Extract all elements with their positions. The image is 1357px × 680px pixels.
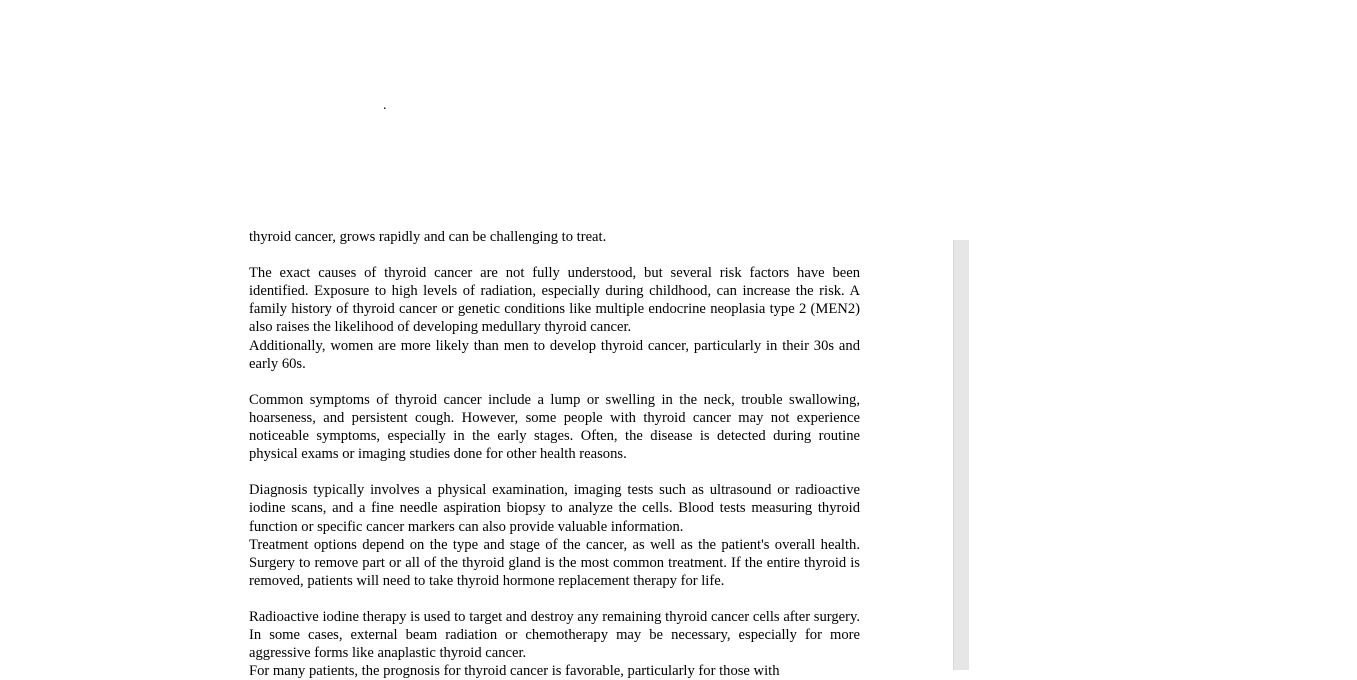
paragraph: For many patients, the prognosis for thyroid cancer is favorable, particularly for those with xyxy=(249,663,780,680)
document-body xyxy=(249,228,860,680)
document-viewport xyxy=(0,229,1357,680)
paragraph: Treatment options depend on the type and stage of the cancer, as well as the patient's overall health. Surgery to remove part or all of the thyroid gland is the most common treatment. If the entire thyroid is removed, patients will need to take thyroid hormone replacement therapy for life. xyxy=(249,536,860,589)
paragraph: The exact causes of thyroid cancer are not fully understood, but several risk factors have been identified. Exposure to high levels of radiation, especially during childhood, can increase the risk. A family history of thyroid cancer or genetic conditions like multiple endocrine neoplasia type 2 (MEN2) also raises the likelihood of developing medullary thyroid cancer. xyxy=(249,265,860,336)
paragraph: Additionally, women are more likely than men to develop thyroid cancer, particularly in their 30s and early 60s. xyxy=(249,337,860,372)
paragraph: Radioactive iodine therapy is used to target and destroy any remaining thyroid cancer cells after surgery. In some cases, external beam radiation or chemotherapy may be necessary, especially for more aggressive forms like anaplastic thyroid cancer. xyxy=(249,608,860,662)
paragraph: Common symptoms of thyroid cancer include a lump or swelling in the neck, trouble swallowing, hoarseness, and persistent cough. However, some people with thyroid cancer may not experience noticeable symptoms, especially in the early stages. Often, the disease is detected during routine physical exams or imaging studies done for other health reasons. xyxy=(249,391,860,463)
header-mark: . xyxy=(383,98,387,113)
paragraph: thyroid cancer, grows rapidly and can be challenging to treat. xyxy=(249,229,607,245)
paragraph: Diagnosis typically involves a physical examination, imaging tests such as ultrasound or radioactive iodine scans, and a fine needle aspiration biopsy to analyze the cells. Blood tests measuring thyroid function or specific cancer markers can also provide valuable information. xyxy=(249,482,860,535)
vertical-scrollbar[interactable] xyxy=(953,240,969,670)
